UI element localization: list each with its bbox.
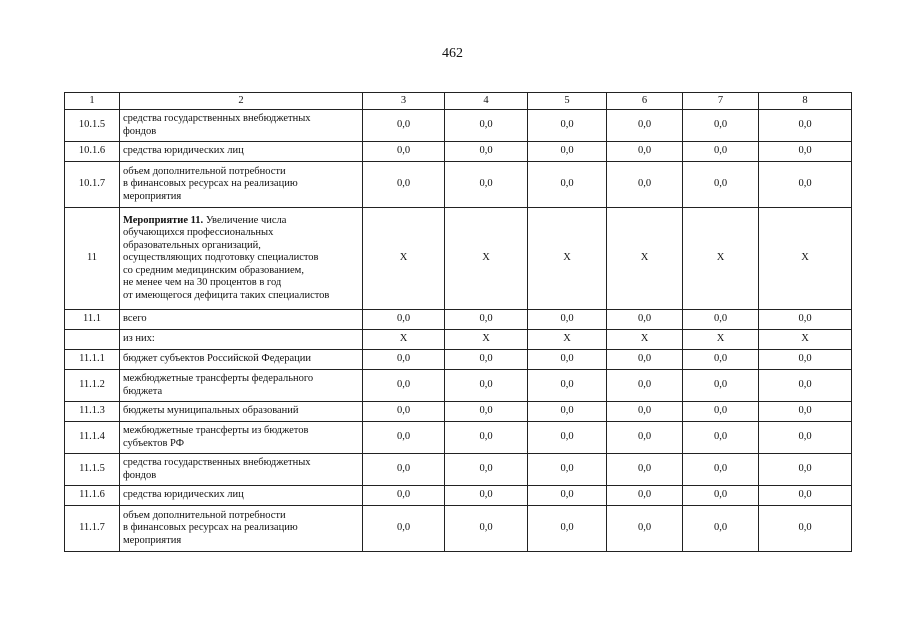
header-cell: 2: [120, 93, 363, 110]
value-cell: 0,0: [363, 486, 445, 506]
value-cell: 0,0: [363, 162, 445, 208]
row-name: [120, 330, 363, 350]
row-name-text: бюджет субъектов Российской Федерации: [123, 353, 311, 365]
value-cell: X: [445, 208, 528, 310]
row-code: 10.1.6: [65, 142, 120, 162]
row-name-text: из них:: [123, 333, 155, 345]
row-name: [120, 162, 363, 208]
value-cell: X: [363, 330, 445, 350]
header-cell: 6: [607, 93, 683, 110]
table-row: [65, 422, 852, 454]
row-code: 10.1.7: [65, 162, 120, 208]
value-cell: 0,0: [759, 506, 852, 552]
table-row: [65, 162, 852, 208]
page-number: 462: [442, 46, 463, 61]
value-cell: 0,0: [759, 454, 852, 486]
measure-title: Мероприятие 11.: [123, 214, 204, 226]
value-cell: 0,0: [759, 162, 852, 208]
header-cell: 7: [683, 93, 759, 110]
value-cell: 0,0: [445, 370, 528, 402]
value-cell: 0,0: [363, 454, 445, 486]
value-cell: 0,0: [445, 486, 528, 506]
row-code: 11.1.1: [65, 350, 120, 370]
row-code: 11.1.2: [65, 370, 120, 402]
table-row: [65, 454, 852, 486]
table-row: [65, 402, 852, 422]
value-cell: 0,0: [607, 310, 683, 330]
table-header-row: [65, 93, 852, 110]
value-cell: 0,0: [607, 162, 683, 208]
value-cell: 0,0: [759, 422, 852, 454]
value-cell: 0,0: [759, 350, 852, 370]
value-cell: 0,0: [683, 422, 759, 454]
value-cell: 0,0: [363, 422, 445, 454]
header-cell: 3: [363, 93, 445, 110]
value-cell: 0,0: [445, 402, 528, 422]
value-cell: 0,0: [759, 370, 852, 402]
value-cell: 0,0: [445, 142, 528, 162]
row-name-text: средства государственных внебюджетных фондов: [123, 113, 311, 137]
value-cell: X: [607, 330, 683, 350]
value-cell: X: [528, 208, 607, 310]
value-cell: 0,0: [363, 370, 445, 402]
row-name: [120, 506, 363, 552]
value-cell: 0,0: [445, 454, 528, 486]
header-cell: 4: [445, 93, 528, 110]
value-cell: 0,0: [683, 110, 759, 142]
table-row: [65, 142, 852, 162]
value-cell: 0,0: [683, 454, 759, 486]
value-cell: 0,0: [759, 402, 852, 422]
value-cell: 0,0: [759, 310, 852, 330]
table-row: [65, 486, 852, 506]
value-cell: 0,0: [607, 454, 683, 486]
row-name: [120, 370, 363, 402]
value-cell: 0,0: [683, 402, 759, 422]
row-name: [120, 110, 363, 142]
table-row: [65, 330, 852, 350]
value-cell: X: [683, 208, 759, 310]
table-row: [65, 506, 852, 552]
value-cell: 0,0: [607, 422, 683, 454]
value-cell: 0,0: [683, 486, 759, 506]
value-cell: 0,0: [445, 162, 528, 208]
value-cell: 0,0: [363, 402, 445, 422]
value-cell: 0,0: [528, 506, 607, 552]
row-name-text: межбюджетные трансферты федерального бюджета: [123, 373, 314, 397]
value-cell: 0,0: [528, 486, 607, 506]
row-name: [120, 402, 363, 422]
table-row: [65, 310, 852, 330]
value-cell: 0,0: [683, 370, 759, 402]
value-cell: 0,0: [445, 506, 528, 552]
row-name-text: всего: [123, 313, 147, 325]
value-cell: 0,0: [528, 162, 607, 208]
table-row: [65, 208, 852, 310]
value-cell: X: [528, 330, 607, 350]
row-code: 11.1: [65, 310, 120, 330]
value-cell: 0,0: [363, 110, 445, 142]
row-name-text: бюджеты муниципальных образований: [123, 405, 299, 417]
value-cell: X: [363, 208, 445, 310]
value-cell: 0,0: [683, 350, 759, 370]
value-cell: 0,0: [607, 142, 683, 162]
row-name-text: средства юридических лиц: [123, 145, 244, 157]
header-cell: 1: [65, 93, 120, 110]
value-cell: 0,0: [607, 486, 683, 506]
row-code: 11: [65, 208, 120, 310]
value-cell: 0,0: [528, 422, 607, 454]
value-cell: 0,0: [528, 110, 607, 142]
row-name: [120, 486, 363, 506]
value-cell: 0,0: [528, 142, 607, 162]
value-cell: 0,0: [683, 506, 759, 552]
value-cell: 0,0: [683, 162, 759, 208]
row-code: [65, 330, 120, 350]
value-cell: 0,0: [607, 350, 683, 370]
value-cell: 0,0: [759, 110, 852, 142]
table-row: [65, 350, 852, 370]
row-code: 11.1.5: [65, 454, 120, 486]
header-cell: 5: [528, 93, 607, 110]
header-cell: 8: [759, 93, 852, 110]
value-cell: 0,0: [683, 142, 759, 162]
value-cell: 0,0: [363, 310, 445, 330]
row-name-text: средства юридических лиц: [123, 489, 244, 501]
budget-table: [64, 92, 852, 552]
row-code: 11.1.6: [65, 486, 120, 506]
value-cell: 0,0: [528, 370, 607, 402]
value-cell: X: [607, 208, 683, 310]
row-name-text: средства государственных внебюджетных фондов: [123, 457, 311, 481]
row-code: 11.1.4: [65, 422, 120, 454]
value-cell: 0,0: [607, 370, 683, 402]
value-cell: 0,0: [607, 402, 683, 422]
value-cell: 0,0: [363, 350, 445, 370]
row-code: 10.1.5: [65, 110, 120, 142]
row-name: [120, 422, 363, 454]
value-cell: 0,0: [607, 110, 683, 142]
value-cell: 0,0: [528, 350, 607, 370]
value-cell: X: [683, 330, 759, 350]
value-cell: X: [759, 208, 852, 310]
value-cell: 0,0: [445, 310, 528, 330]
value-cell: 0,0: [445, 422, 528, 454]
value-cell: 0,0: [759, 486, 852, 506]
value-cell: 0,0: [445, 110, 528, 142]
value-cell: 0,0: [363, 506, 445, 552]
value-cell: 0,0: [759, 142, 852, 162]
value-cell: 0,0: [445, 350, 528, 370]
value-cell: X: [759, 330, 852, 350]
row-name: [120, 310, 363, 330]
value-cell: 0,0: [607, 506, 683, 552]
value-cell: X: [445, 330, 528, 350]
table-body: [65, 93, 852, 552]
row-name-text: объем дополнительной потребности в финансовых ресурсах на реализацию мероприятия: [123, 509, 298, 546]
row-code: 11.1.7: [65, 506, 120, 552]
value-cell: 0,0: [528, 310, 607, 330]
row-name: [120, 208, 363, 310]
table-row: [65, 110, 852, 142]
value-cell: 0,0: [683, 310, 759, 330]
row-name: [120, 454, 363, 486]
table-row: [65, 370, 852, 402]
value-cell: 0,0: [363, 142, 445, 162]
value-cell: 0,0: [528, 402, 607, 422]
row-name-text: межбюджетные трансферты из бюджетов субъектов РФ: [123, 425, 309, 449]
row-name-text: Увеличение числа обучающихся профессиональных образовательных организаций, осуществляющих подготовку специалистов со средним медицинским образованием, не менее чем на 30 процентов в год от имеющегося дефицита таких специалистов: [123, 214, 330, 301]
row-name: [120, 350, 363, 370]
row-name: [120, 142, 363, 162]
row-code: 11.1.3: [65, 402, 120, 422]
row-name-text: объем дополнительной потребности в финансовых ресурсах на реализацию мероприятия: [123, 165, 298, 202]
value-cell: 0,0: [528, 454, 607, 486]
